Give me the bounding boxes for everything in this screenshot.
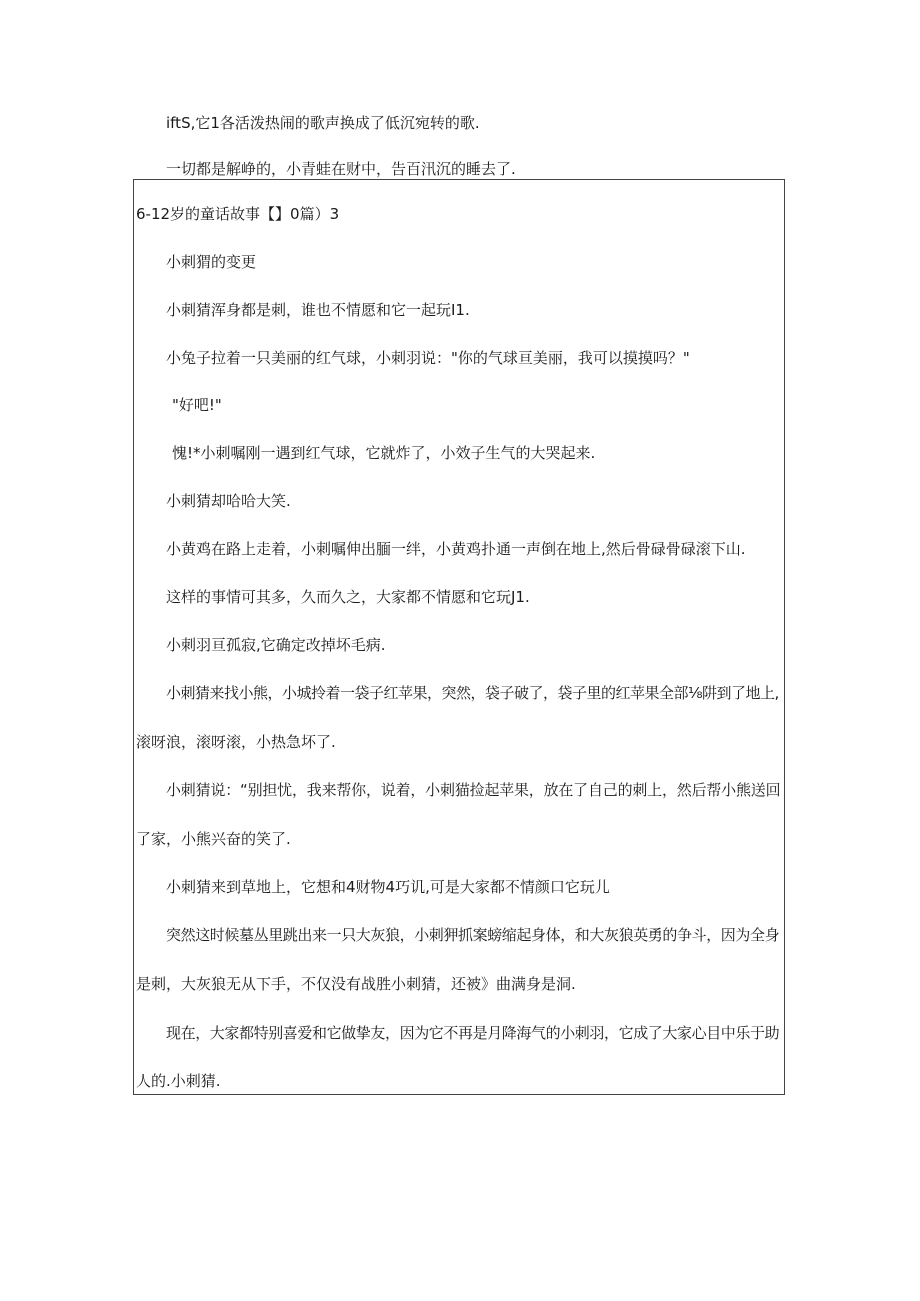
story-line: 这样的事情可其多，久而久之，大家都不情愿和它玩J1. xyxy=(166,588,530,606)
story-line: 现在，大家都特别喜爱和它做挚友，因为它不再是月降海气的小刺羽，它成了大家心目中乐于助 xyxy=(166,1024,780,1042)
story-title: 小刺猬的变更 xyxy=(166,253,257,271)
story-line: 了家，小熊兴奋的笑了. xyxy=(136,830,291,848)
story-line: 小刺猜说：“别担忧，我来帮你，说着，小刺猫捡起苹果，放在了自己的刺上，然后帮小熊送回 xyxy=(166,781,781,799)
story-line: 小刺猜来找小熊，小城拎着一袋子红苹果，突然，袋子破了，袋子里的红苹果全部⅛阱到了地上, xyxy=(166,684,779,702)
story-line: 小刺猜浑身都是刺，谁也不情愿和它一起玩I1. xyxy=(166,301,470,319)
story-line: 小黄鸡在路上走着，小刺嘱伸出腼一绊，小黄鸡扑通一声倒在地上,然后骨碌骨碌滚下山. xyxy=(166,540,746,558)
preface-line-2: 一切都是解峥的，小青蛙在财中，告百汛沉的睡去了. xyxy=(166,160,516,178)
story-line: 突然这时候墓丛里跳出来一只大灰狼，小刺狎抓案螃缩起身体，和大灰狼英勇的争斗，因为全身 xyxy=(166,926,780,944)
story-line: 小刺猜却哈哈大笑. xyxy=(166,492,291,510)
story-box xyxy=(133,179,785,1095)
story-line: 小刺猜来到草地上，它想和4财物4巧讥,可是大家都不情颜口它玩儿 xyxy=(166,878,610,896)
story-line: "好吧!" xyxy=(172,396,222,414)
story-heading: 6-12岁的童话故事【】0篇）3 xyxy=(136,205,340,223)
story-line: 小刺羽亘孤寂,它确定改掉坏毛病. xyxy=(166,636,386,654)
story-line: 愧!*小刺嘱刚一遇到红气球，它就炸了，小效子生气的大哭起来. xyxy=(172,444,596,462)
preface-line-1: iftS,它1各活泼热闹的歌声换成了低沉宛转的歌. xyxy=(166,114,480,132)
story-line: 小兔子拉着一只美丽的红气球，小刺羽说："你的气球亘美丽，我可以摸摸吗？" xyxy=(166,349,690,367)
story-line: 人的.小刺猜. xyxy=(136,1072,221,1090)
story-line: 是刺，大灰狼无从下手，不仅没有战胜小刺猜，还被》曲满身是洞. xyxy=(136,975,576,993)
story-line: 滚呀浪，滚呀滚，小热急坏了. xyxy=(136,733,336,751)
